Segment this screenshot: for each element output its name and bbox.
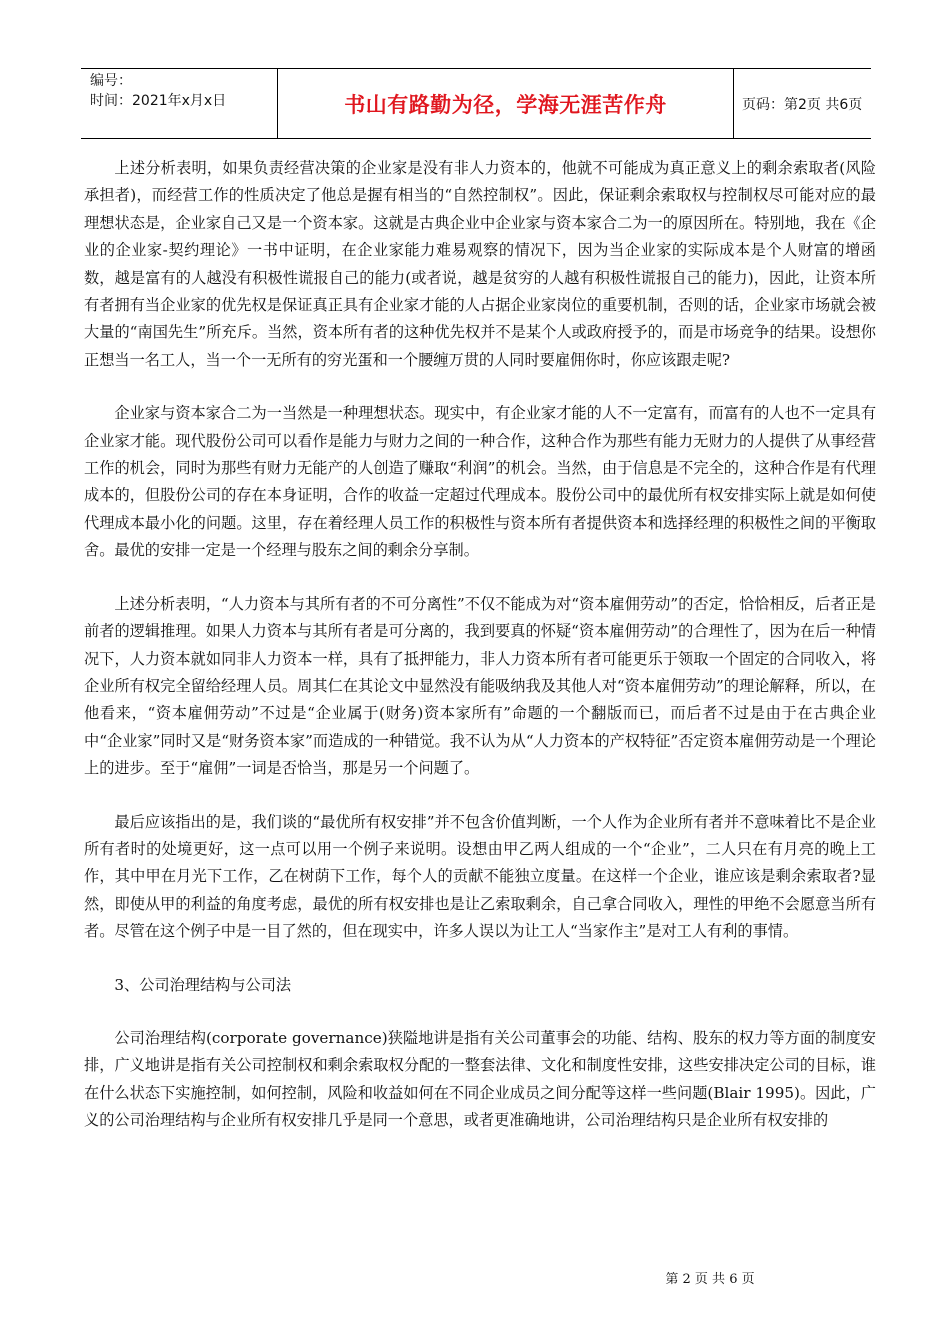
- motto-text: 书山有路勤为径，学海无涯苦作舟: [344, 92, 667, 117]
- page-footer: 第 2 页 共 6 页: [665, 1272, 755, 1287]
- section-heading: 3、公司治理结构与公司法: [114, 975, 292, 994]
- document-number-label: 编号：: [90, 73, 132, 89]
- body-paragraph-1: 上述分析表明，如果负责经营决策的企业家是没有非人力资本的，他就不可能成为真正意义上的剩余索取者(风险承担者)，而经营工作的性质决定了他总是握有相当的“自然控制权”。因此，保证剩余索取权与控制权尽可能对应的最理想状态是，企业家自己又是一个资本家。这就是古典企业中企业家与资本家合二为一的原因所在。特别地，我在《企业的企业家-契约理论》一书中证明，在企业家能力难易观察的情况下，因为当企业家的实际成本是个人财富的增函数，越是富有的人越没有积极性谎报自己的能力(或者说，越是贫穷的人越有积极性谎报自己的能力)，因此，让资本所有者拥有当企业家的优先权是保证真正具有企业家才能的人占据企业家岗位的重要机制，否则的话，企业家市场就会被大量的“南国先生”所充斥。当然，资本所有者的这种优先权并不是某个人或政府授予的，而是市场竞争的结果。设想你正想当一名工人，当一个一无所有的穷光蛋和一个腰缠万贯的人同时要雇佣你时，你应该跟走呢?: [84, 159, 876, 369]
- header-motto-cell: [278, 69, 734, 138]
- header-page-label: 页码：第2页 共6页: [742, 96, 863, 113]
- page-header: [81, 68, 871, 139]
- document-body: [84, 155, 876, 1161]
- document-date-label: 时间：2021年x月x日: [90, 93, 227, 109]
- body-paragraph-3: 上述分析表明，“人力资本与其所有者的不可分离性”不仅不能成为对“资本雇佣劳动”的否定，恰恰相反，后者正是前者的逻辑推理。如果人力资本与其所有者是可分离的，我到要真的怀疑“资本雇佣劳动”的合理性了，因为在后一种情况下，人力资本就如同非人力资本一样，具有了抵押能力，非人力资本所有者可能更乐于领取一个固定的合同收入，将企业所有权完全留给经理人员。周其仁在其论文中显然没有能吸纳我及其他人对“资本雇佣劳动”的理论解释，所以，在他看来，“资本雇佣劳动”不过是“企业属于(财务)资本家所有”命题的一个翻版而已，而后者不过是由于在古典企业中“企业家”同时又是“财务资本家”而造成的一种错觉。我不认为从“人力资本的产权特征”否定资本雇佣劳动是一个理论上的进步。至于“雇佣”一词是否恰当，那是另一个问题了。: [84, 594, 876, 778]
- header-info-cell: [81, 69, 278, 138]
- body-paragraph-2: 企业家与资本家合二为一当然是一种理想状态。现实中，有企业家才能的人不一定富有，而富有的人也不一定具有企业家才能。现代股份公司可以看作是能力与财力之间的一种合作，这种合作为那些有能力无财力的人提供了从事经营工作的机会，同时为那些有财力无能产的人创造了赚取“利润”的机会。当然，由于信息是不完全的，这种合作是有代理成本的，但股份公司的存在本身证明，合作的收益一定超过代理成本。股份公司中的最优所有权安排实际上就是如何使代理成本最小化的问题。这里，存在着经理人员工作的积极性与资本所有者提供资本和选择经理的积极性之间的平衡取舍。最优的安排一定是一个经理与股东之间的剩余分享制。: [84, 404, 876, 560]
- header-page-cell: [734, 69, 871, 138]
- body-paragraph-4: 最后应该指出的是，我们谈的“最优所有权安排”并不包含价值判断，一个人作为企业所有者并不意味着比不是企业所有者时的处境更好，这一点可以用一个例子来说明。设想由甲乙两人组成的一个“企业”，二人只在有月亮的晚上工作，其中甲在月光下工作，乙在树荫下工作，每个人的贡献不能独立度量。在这样一个企业，谁应该是剩余索取者?显然，即使从甲的利益的角度考虑，最优的所有权安排也是让乙索取剩余，自己拿合同收入，理性的甲绝不会愿意当所有者。尽管在这个例子中是一目了然的，但在现实中，许多人误以为让工人“当家作主”是对工人有利的事情。: [84, 812, 876, 941]
- body-paragraph-5: 公司治理结构(corporate governance)狭隘地讲是指有关公司董事会的功能、结构、股东的权力等方面的制度安排，广义地讲是指有关公司控制权和剩余索取权分配的一整套法律、文化和制度性安排，这些安排决定公司的目标，谁在什么状态下实施控制，如何控制，风险和收益如何在不同企业成员之间分配等这样一些问题(Blair 1995)。因此，广义的公司治理结构与企业所有权安排几乎是同一个意思，或者更准确地讲，公司治理结构只是企业所有权安排的: [84, 1028, 876, 1130]
